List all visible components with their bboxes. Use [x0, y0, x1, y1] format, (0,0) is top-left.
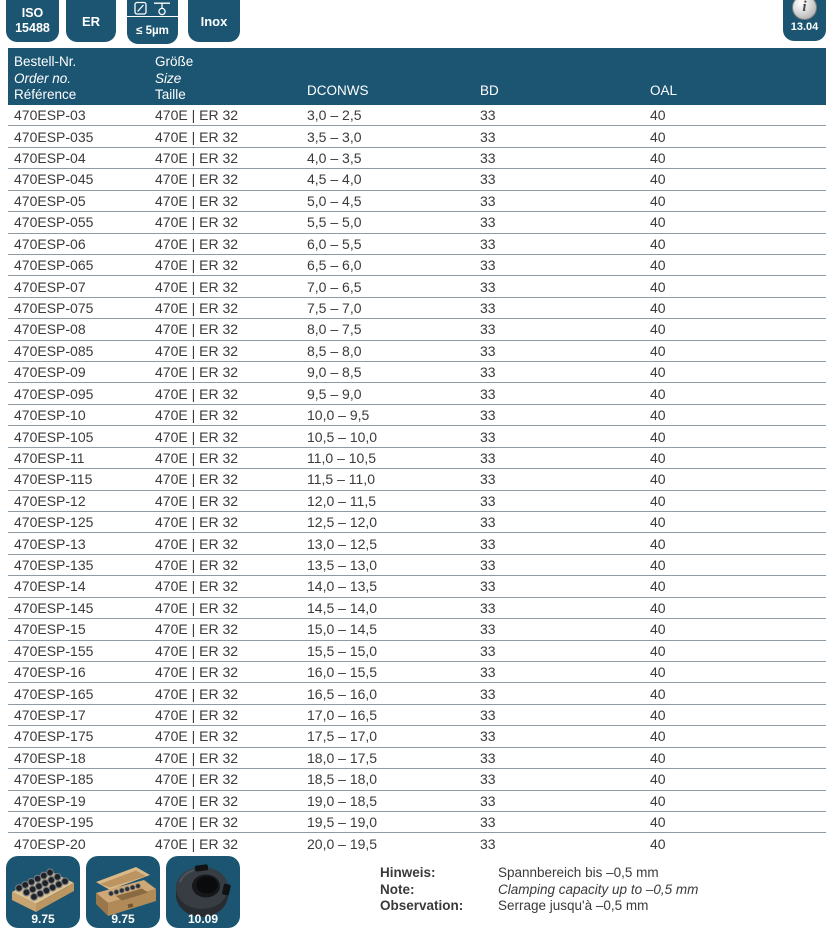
cell-oal: 40: [650, 364, 666, 381]
cell-bd: 33: [480, 385, 496, 402]
table-row: [8, 533, 826, 554]
cell-bd: 33: [480, 128, 496, 145]
table-row: [8, 598, 826, 619]
cell-oal: 40: [650, 428, 666, 445]
col-header-oal: OAL: [650, 82, 678, 98]
note-label-en: Note:: [380, 881, 415, 897]
cell-oal: 40: [650, 235, 666, 252]
cell-order-no: 470ESP-13: [14, 535, 86, 552]
cell-dconws: 19,0 – 18,5: [307, 792, 378, 809]
cell-order-no: 470ESP-185: [14, 771, 94, 788]
cell-dconws: 10,5 – 10,0: [307, 428, 378, 445]
cell-bd: 33: [480, 814, 496, 831]
table-row: [8, 341, 826, 362]
cell-size: 470E | ER 32: [155, 836, 239, 853]
cell-oal: 40: [650, 728, 666, 745]
tile-clamping-nut[interactable]: [166, 856, 240, 928]
table-row: [8, 234, 826, 255]
table-row: [8, 212, 826, 233]
cell-bd: 33: [480, 728, 496, 745]
cell-oal: 40: [650, 836, 666, 853]
table-row: [8, 319, 826, 340]
col-header-order-no-de: Bestell-Nr.: [14, 54, 77, 69]
cell-order-no: 470ESP-08: [14, 321, 86, 338]
cell-order-no: 470ESP-055: [14, 214, 94, 231]
cell-size: 470E | ER 32: [155, 364, 239, 381]
cell-order-no: 470ESP-09: [14, 364, 86, 381]
cell-dconws: 18,5 – 18,0: [307, 771, 378, 788]
table-row: [8, 748, 826, 769]
badge-iso-line2: 15488: [15, 21, 50, 35]
table-row: [8, 276, 826, 297]
cell-size: 470E | ER 32: [155, 578, 239, 595]
cell-order-no: 470ESP-085: [14, 342, 94, 359]
cell-bd: 33: [480, 150, 496, 167]
cell-bd: 33: [480, 192, 496, 209]
cell-order-no: 470ESP-12: [14, 492, 86, 509]
table-row: [8, 833, 826, 854]
cell-oal: 40: [650, 685, 666, 702]
table-row: [8, 769, 826, 790]
table-row: [8, 448, 826, 469]
tile-wooden-box[interactable]: [86, 856, 160, 928]
cell-order-no: 470ESP-04: [14, 150, 86, 167]
cell-bd: 33: [480, 171, 496, 188]
cell-oal: 40: [650, 192, 666, 209]
cell-bd: 33: [480, 257, 496, 274]
cell-order-no: 470ESP-19: [14, 792, 86, 809]
cell-order-no: 470ESP-175: [14, 728, 94, 745]
cell-order-no: 470ESP-075: [14, 300, 94, 316]
cell-size: 470E | ER 32: [155, 257, 239, 274]
col-header-order-no-fr: Référence: [14, 87, 77, 102]
cell-dconws: 8,5 – 8,0: [307, 342, 362, 359]
cell-size: 470E | ER 32: [155, 599, 239, 616]
cell-oal: 40: [650, 321, 666, 338]
table-row: [8, 641, 826, 662]
cell-bd: 33: [480, 599, 496, 616]
note-text-en: Clamping capacity up to –0,5 mm: [498, 881, 699, 897]
cell-bd: 33: [480, 621, 496, 638]
table-row: [8, 555, 826, 576]
cell-oal: 40: [650, 471, 666, 488]
cell-order-no: 470ESP-155: [14, 642, 94, 659]
cell-oal: 40: [650, 171, 666, 188]
cell-size: 470E | ER 32: [155, 128, 239, 145]
cell-order-no: 470ESP-035: [14, 128, 94, 145]
cell-oal: 40: [650, 449, 666, 466]
cell-dconws: 16,5 – 16,0: [307, 685, 378, 702]
cell-size: 470E | ER 32: [155, 557, 239, 574]
table-row: [8, 255, 826, 276]
cell-oal: 40: [650, 514, 666, 531]
col-header-size-en: Size: [155, 70, 182, 86]
cell-dconws: 20,0 – 19,5: [307, 836, 378, 853]
cell-bd: 33: [480, 407, 496, 424]
cell-oal: 40: [650, 385, 666, 402]
cell-bd: 33: [480, 214, 496, 231]
cell-size: 470E | ER 32: [155, 792, 239, 809]
cell-size: 470E | ER 32: [155, 621, 239, 638]
cell-bd: 33: [480, 300, 496, 316]
cell-oal: 40: [650, 642, 666, 659]
badge-er-label: ER: [81, 13, 101, 29]
cell-order-no: 470ESP-095: [14, 385, 94, 402]
cell-size: 470E | ER 32: [155, 814, 239, 831]
cell-oal: 40: [650, 535, 666, 552]
cell-oal: 40: [650, 749, 666, 766]
table-row: [8, 191, 826, 212]
col-header-order-no-en: Order no.: [14, 70, 72, 86]
cell-dconws: 6,0 – 5,5: [307, 235, 362, 252]
cell-order-no: 470ESP-03: [14, 107, 86, 124]
cell-oal: 40: [650, 792, 666, 809]
cell-oal: 40: [650, 599, 666, 616]
cell-order-no: 470ESP-15: [14, 621, 86, 638]
cell-order-no: 470ESP-065: [14, 257, 94, 274]
cell-oal: 40: [650, 300, 666, 316]
cell-dconws: 10,0 – 9,5: [307, 407, 370, 424]
tile-clamping-nut-page-ref: 10.09: [187, 912, 219, 926]
table-row: [8, 383, 826, 404]
cell-bd: 33: [480, 107, 496, 124]
cell-bd: 33: [480, 836, 496, 853]
info-page-reference[interactable]: [783, 0, 826, 41]
cell-dconws: 3,0 – 2,5: [307, 107, 362, 124]
cell-size: 470E | ER 32: [155, 171, 239, 188]
cell-oal: 40: [650, 214, 666, 231]
cell-dconws: 16,0 – 15,5: [307, 664, 378, 681]
cell-size: 470E | ER 32: [155, 214, 239, 231]
cell-size: 470E | ER 32: [155, 192, 239, 209]
badge-iso-line1: ISO: [21, 6, 44, 20]
table-row: [8, 126, 826, 147]
col-header-order-no: [8, 48, 155, 105]
cell-dconws: 11,0 – 10,5: [307, 449, 377, 466]
badge-inox-label: Inox: [200, 13, 228, 29]
cell-order-no: 470ESP-07: [14, 278, 86, 295]
cell-oal: 40: [650, 814, 666, 831]
cell-dconws: 17,0 – 16,5: [307, 707, 378, 724]
cell-size: 470E | ER 32: [155, 492, 239, 509]
badge-er: [66, 0, 116, 42]
cell-size: 470E | ER 32: [155, 514, 239, 531]
cell-oal: 40: [650, 492, 666, 509]
cell-oal: 40: [650, 150, 666, 167]
cell-dconws: 14,0 – 13,5: [307, 578, 378, 595]
table-row: [8, 791, 826, 812]
notes-block: [380, 865, 698, 915]
cell-oal: 40: [650, 557, 666, 574]
cell-size: 470E | ER 32: [155, 428, 239, 445]
cell-dconws: 19,5 – 19,0: [307, 814, 378, 831]
cell-bd: 33: [480, 578, 496, 595]
cell-bd: 33: [480, 235, 496, 252]
cell-bd: 33: [480, 492, 496, 509]
cell-order-no: 470ESP-105: [14, 428, 94, 445]
info-page-number: 13.04: [790, 21, 819, 33]
cell-dconws: 12,5 – 12,0: [307, 514, 378, 531]
col-header-size-fr: Taille: [155, 87, 186, 102]
table-row: [8, 405, 826, 426]
col-header-size: [155, 48, 307, 105]
table-row: [8, 426, 826, 447]
cell-dconws: 9,0 – 8,5: [307, 364, 362, 381]
cell-size: 470E | ER 32: [155, 342, 239, 359]
badge-runout-tolerance: [127, 0, 178, 44]
cell-size: 470E | ER 32: [155, 449, 239, 466]
cell-bd: 33: [480, 428, 496, 445]
cell-size: 470E | ER 32: [155, 471, 239, 488]
cell-dconws: 3,5 – 3,0: [307, 128, 362, 145]
tile-collet-set-page-ref: 9.75: [31, 912, 55, 926]
cell-bd: 33: [480, 771, 496, 788]
cell-dconws: 14,5 – 14,0: [307, 599, 378, 616]
cell-bd: 33: [480, 278, 496, 295]
cell-bd: 33: [480, 449, 496, 466]
cell-size: 470E | ER 32: [155, 407, 239, 424]
cell-size: 470E | ER 32: [155, 535, 239, 552]
table-row: [8, 726, 826, 747]
cell-order-no: 470ESP-20: [14, 836, 86, 853]
table-row: [8, 576, 826, 597]
cell-dconws: 7,5 – 7,0: [307, 300, 362, 316]
cell-oal: 40: [650, 664, 666, 681]
cell-size: 470E | ER 32: [155, 385, 239, 402]
cell-size: 470E | ER 32: [155, 664, 239, 681]
cell-dconws: 17,5 – 17,0: [307, 728, 378, 745]
cell-bd: 33: [480, 707, 496, 724]
col-header-dconws: DCONWS: [307, 82, 369, 98]
table-row: [8, 148, 826, 169]
cell-oal: 40: [650, 107, 666, 124]
cell-dconws: 9,5 – 9,0: [307, 385, 362, 402]
cell-oal: 40: [650, 257, 666, 274]
table-row: [8, 683, 826, 704]
cell-bd: 33: [480, 685, 496, 702]
table-row: [8, 298, 826, 319]
cell-oal: 40: [650, 707, 666, 724]
cell-order-no: 470ESP-16: [14, 664, 86, 681]
cell-dconws: 18,0 – 17,5: [307, 749, 378, 766]
table-row: [8, 362, 826, 383]
cell-size: 470E | ER 32: [155, 235, 239, 252]
cell-order-no: 470ESP-18: [14, 749, 86, 766]
cell-bd: 33: [480, 471, 496, 488]
cell-size: 470E | ER 32: [155, 321, 239, 338]
cell-oal: 40: [650, 771, 666, 788]
cell-oal: 40: [650, 407, 666, 424]
cell-order-no: 470ESP-115: [14, 471, 93, 488]
cell-bd: 33: [480, 664, 496, 681]
badge-inox: [188, 0, 240, 42]
badge-iso-15488: [6, 0, 59, 42]
note-label-de: Hinweis:: [380, 865, 436, 880]
cell-bd: 33: [480, 642, 496, 659]
table-row: [8, 619, 826, 640]
cell-order-no: 470ESP-17: [14, 707, 86, 724]
cell-order-no: 470ESP-145: [14, 599, 94, 616]
table-row: [8, 512, 826, 533]
cell-dconws: 4,0 – 3,5: [307, 150, 362, 167]
table-row: [8, 662, 826, 683]
note-label-fr: Observation:: [380, 898, 464, 913]
cell-bd: 33: [480, 514, 496, 531]
info-icon: i: [792, 0, 817, 20]
cell-size: 470E | ER 32: [155, 707, 239, 724]
table-row: [8, 812, 826, 833]
cell-bd: 33: [480, 792, 496, 809]
cell-order-no: 470ESP-125: [14, 514, 94, 531]
note-text-de: Spannbereich bis –0,5 mm: [498, 865, 659, 880]
cell-dconws: 7,0 – 6,5: [307, 278, 362, 295]
cell-order-no: 470ESP-10: [14, 407, 86, 424]
cell-bd: 33: [480, 321, 496, 338]
cell-dconws: 13,5 – 13,0: [307, 557, 378, 574]
cell-bd: 33: [480, 364, 496, 381]
cell-dconws: 5,5 – 5,0: [307, 214, 362, 231]
tile-wooden-box-page-ref: 9.75: [111, 912, 135, 926]
table-row: [8, 469, 826, 490]
cell-dconws: 15,0 – 14,5: [307, 621, 378, 638]
cell-size: 470E | ER 32: [155, 685, 239, 702]
cell-order-no: 470ESP-14: [14, 578, 86, 595]
cell-order-no: 470ESP-135: [14, 557, 94, 574]
col-header-size-de: Größe: [155, 54, 194, 69]
cell-order-no: 470ESP-045: [14, 171, 94, 188]
cell-dconws: 15,5 – 15,0: [307, 642, 378, 659]
cell-dconws: 12,0 – 11,5: [307, 492, 377, 509]
cell-order-no: 470ESP-165: [14, 685, 94, 702]
cell-size: 470E | ER 32: [155, 107, 239, 124]
cell-oal: 40: [650, 621, 666, 638]
cell-dconws: 11,5 – 11,0: [307, 471, 375, 488]
table-row: [8, 705, 826, 726]
cell-bd: 33: [480, 557, 496, 574]
cell-size: 470E | ER 32: [155, 749, 239, 766]
cell-size: 470E | ER 32: [155, 300, 239, 316]
table-body: [8, 105, 826, 855]
cell-oal: 40: [650, 342, 666, 359]
cell-bd: 33: [480, 535, 496, 552]
table-row: [8, 105, 826, 126]
table-row: [8, 169, 826, 190]
cell-oal: 40: [650, 128, 666, 145]
cell-dconws: 4,5 – 4,0: [307, 171, 362, 188]
cell-size: 470E | ER 32: [155, 642, 239, 659]
table-row: [8, 491, 826, 512]
cell-dconws: 5,0 – 4,5: [307, 192, 362, 209]
runout-indicator-icon: [127, 0, 178, 17]
col-header-bd: BD: [480, 82, 499, 98]
badge-runout-label: ≤ 5µm: [136, 24, 169, 37]
cell-bd: 33: [480, 342, 496, 359]
cell-size: 470E | ER 32: [155, 728, 239, 745]
note-text-fr: Serrage jusqu'à –0,5 mm: [498, 898, 649, 913]
cell-size: 470E | ER 32: [155, 278, 239, 295]
cell-size: 470E | ER 32: [155, 150, 239, 167]
cell-oal: 40: [650, 278, 666, 295]
cell-dconws: 6,5 – 6,0: [307, 257, 362, 274]
cell-dconws: 13,0 – 12,5: [307, 535, 378, 552]
cell-size: 470E | ER 32: [155, 771, 239, 788]
cell-order-no: 470ESP-195: [14, 814, 94, 831]
cell-order-no: 470ESP-06: [14, 235, 86, 252]
table-header: [8, 48, 826, 105]
tile-collet-set[interactable]: [6, 856, 80, 928]
cell-order-no: 470ESP-05: [14, 192, 86, 209]
cell-dconws: 8,0 – 7,5: [307, 321, 362, 338]
cell-oal: 40: [650, 578, 666, 595]
cell-bd: 33: [480, 749, 496, 766]
cell-order-no: 470ESP-11: [14, 449, 85, 466]
